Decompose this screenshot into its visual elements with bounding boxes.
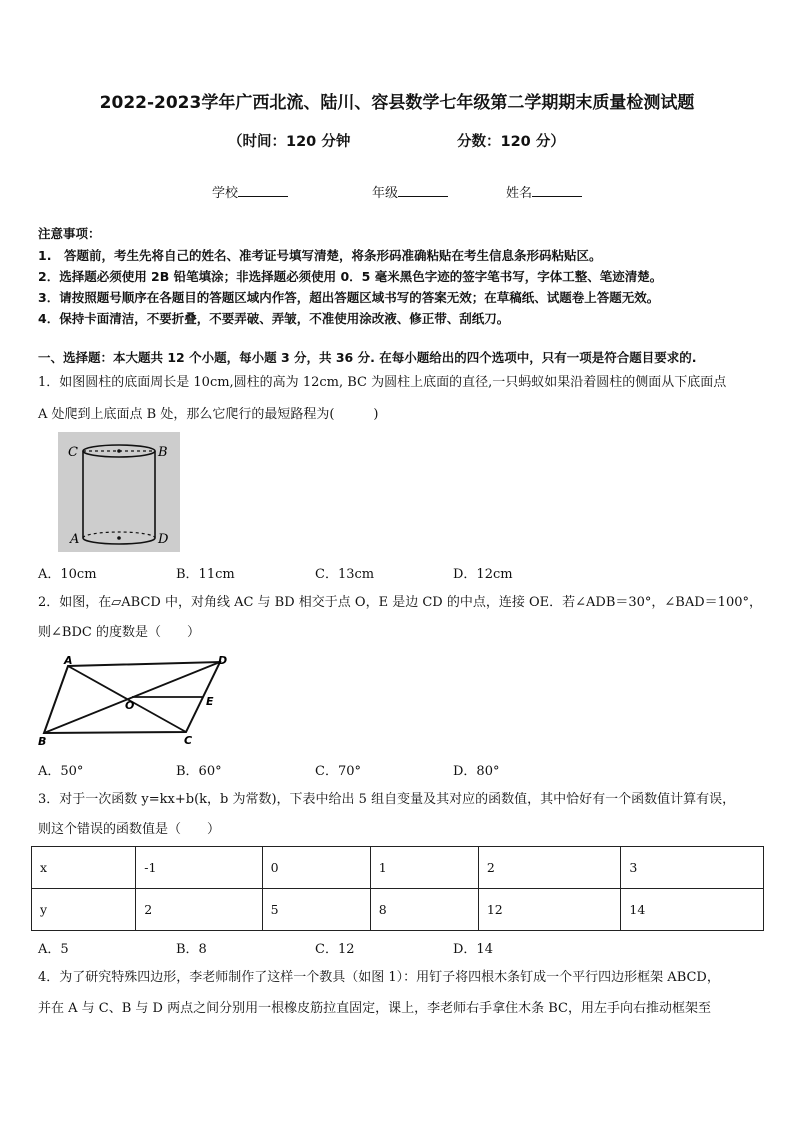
notice-item-4: 4．保持卡面清洁，不要折叠，不要弄破、弄皱，不准使用涂改液、修正带、刮纸刀。 [38,311,510,326]
q3-option-a: A．5 [38,942,69,957]
q4-text-line1: 4．为了研究特殊四边形，李老师制作了这样一个教具（如图 1）：用钉子将四根木条钉成一个平行四边形框架 ABCD， [38,970,720,985]
q3-option-d: D．14 [453,942,493,957]
table-cell: 12 [478,889,621,931]
q1-option-b: B．11cm [176,567,235,582]
q2-option-b: B．60° [176,764,222,779]
q1-option-c: C．13cm [315,567,375,582]
parallelogram-figure [34,652,234,748]
name-field [506,182,582,201]
q4-text-line2: 并在 A 与 C、B 与 D 两点之间分别用一根橡皮筋拉直固定，课上，李老师右手拿住木条 BC，用左手向右推动框架至 [38,1001,711,1016]
q2-option-a: A．50° [38,764,84,779]
table-cell: y [32,889,136,931]
table-cell: 2 [478,847,621,889]
table-cell: 1 [370,847,478,889]
label-d: D [218,654,228,667]
notice-title: 注意事项： [38,226,101,241]
q2-text-line2: 则∠BDC 的度数是（ ） [38,625,200,640]
exam-score: 分数：120 分） [457,134,565,150]
parallelogram-svg [34,652,234,748]
table-row [32,889,764,931]
table-row [32,847,764,889]
q1-text-line1: 1．如图圆柱的底面周长是 10cm,圆柱的高为 12cm, BC 为圆柱上底面的直径,一只蚂蚁如果沿着圆柱的侧面从下底面点 [38,375,727,390]
page-title: 2022-2023学年广西北流、陆川、容县数学七年级第二学期期末质量检测试题 [99,93,695,113]
school-field [212,182,288,201]
table-cell: 3 [621,847,764,889]
table-cell: 5 [262,889,370,931]
label-a: A [70,532,80,547]
q3-text-line2: 则这个错误的函数值是（ ） [38,822,221,837]
label-c: C [68,445,78,460]
function-table [31,846,764,931]
name-blank [532,184,582,197]
q2-option-d: D．80° [453,764,500,779]
table-cell: 8 [370,889,478,931]
q1-option-a: A．10cm [38,567,97,582]
table-cell: 2 [136,889,262,931]
school-label: 学校 [212,186,239,201]
grade-blank [398,184,448,197]
label-a: A [64,654,73,667]
table-cell: -1 [136,847,262,889]
table-cell: x [32,847,136,889]
cylinder-figure [58,432,180,552]
q1-text-line2: A 处爬到上底面点 B 处，那么它爬行的最短路程为( ) [38,407,379,422]
table-cell: 14 [621,889,764,931]
notice-item-3: 3．请按照题号顺序在各题目的答题区域内作答，超出答题区域书写的答案无效；在草稿纸、试题卷上答题无效。 [38,290,660,305]
notice-item-1: 1. 答题前，考生先将自己的姓名、准考证号填写清楚，将条形码准确粘贴在考生信息条形码粘贴区。 [38,248,602,263]
q3-text-line1: 3．对于一次函数 y=kx+b(k，b 为常数)，下表中给出 5 组自变量及其对应的函数值，其中恰好有一个函数值计算有误， [38,792,736,807]
q3-option-c: C．12 [315,942,355,957]
section-heading: 一、选择题：本大题共 12 个小题，每小题 3 分，共 36 分. 在每小题给出的四个选项中，只有一项是符合题目要求的. [38,350,697,365]
table-cell: 0 [262,847,370,889]
label-o: O [125,699,135,712]
q2-option-c: C．70° [315,764,361,779]
label-e: E [206,695,214,708]
q1-option-d: D．12cm [453,567,513,582]
notice-item-2: 2．选择题必须使用 2B 铅笔填涂；非选择题必须使用 0．5 毫米黑色字迹的签字笔书写，字体工整、笔迹清楚。 [38,269,663,284]
q2-text-line1: 2．如图，在▱ABCD 中，对角线 AC 与 BD 相交于点 O，E 是边 CD 的中点，连接 OE．若∠ADB＝30°，∠BAD＝100°， [38,595,762,610]
label-d: D [158,532,169,547]
exam-time: （时间：120 分钟 [228,134,351,150]
label-c: C [184,734,193,747]
grade-label: 年级 [372,186,399,201]
cylinder-svg [58,432,180,552]
q3-option-b: B．8 [176,942,207,957]
name-label: 姓名 [506,186,533,201]
school-blank [238,184,288,197]
label-b: B [158,445,168,460]
grade-field [372,182,448,201]
label-b: B [38,735,47,748]
